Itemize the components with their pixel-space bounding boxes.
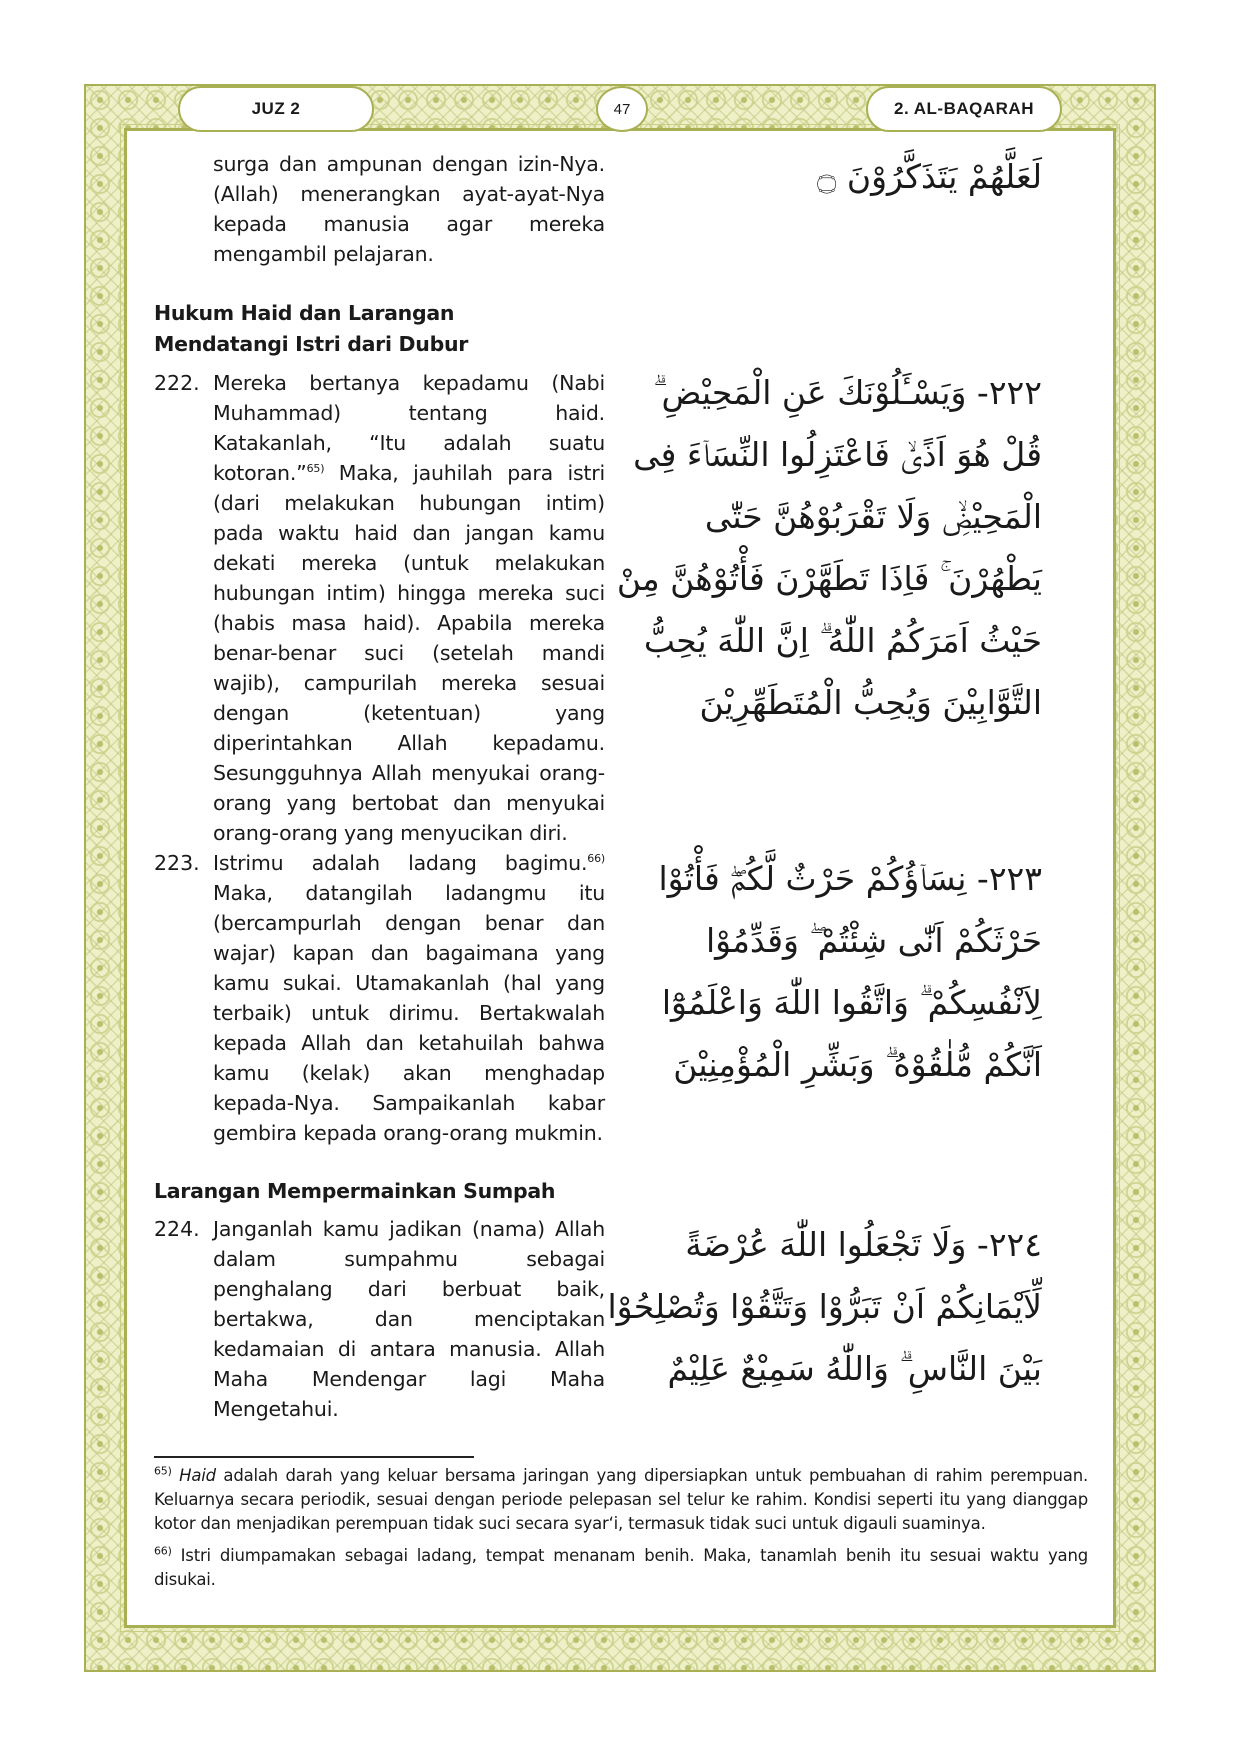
verse-number: 222. — [154, 371, 200, 395]
footnote-ref: 65) — [306, 462, 325, 476]
verse-number: 224. — [154, 1217, 200, 1241]
footnote-divider — [154, 1456, 474, 1458]
footnote-ref: 66) — [587, 852, 605, 866]
arabic-continuation: لَعَلَّهُمْ يَتَذَكَّرُوْنَ ۝ — [817, 157, 1042, 196]
verse-translation: Janganlah kamu jadikan (nama) Allah dalam sumpahmu sebagai penghalang dari berbuat baik, bertakwa, dan menciptakan kedamaian di antara manusia. Allah Maha Mendengar lagi Maha Mengetahui. — [213, 1217, 605, 1421]
page-number: 47 — [596, 86, 648, 132]
arabic-verse: ٢٢٤- وَلَا تَجْعَلُوا اللّٰهَ عُرْضَةً لِّاَيْمَانِكُمْ اَنْ تَبَرُّوْا وَتَتَّقُوْا وَتُصْلِحُوْا بَيْنَ النَّاسِ ۗ وَاللّٰهُ سَمِيْعٌ عَلِيْمٌ — [607, 1225, 1042, 1388]
footnote: $^{65)}$ Haid adalah darah yang keluar bersama jaringan yang dipersiapkan untuk pembuahan di rahim perempuan. Keluarnya secara periodik, sesuai dengan periode pelepasan sel telur ke rahim. Kondisi seperti itu yang dianggap kotor dan menjadikan perempuan tidak suci secara syar‘i, termasuk tidak suci untuk digauli suaminya. — [154, 1464, 1088, 1533]
verse-number: 223. — [154, 851, 200, 875]
section-heading: Hukum Haid dan Larangan Mendatangi Istri dari Dubur — [154, 301, 469, 356]
arabic-verse: ٢٢٣- نِسَاۤؤُكُمْ حَرْثٌ لَّكُمْۖ فَأْتُوْا حَرْثَكُمْ اَنّٰى شِئْتُمْ ۖ وَقَدِّمُوْا لِاَنْفُسِكُمْ ۗ وَاتَّقُوا اللّٰهَ وَاعْلَمُوْٓا اَنَّكُمْ مُّلٰقُوْهُ ۗ وَبَشِّرِ الْمُؤْمِنِيْنَ — [658, 859, 1042, 1084]
juz-label: JUZ 2 — [178, 86, 374, 132]
arabic-verse: ٢٢٢- وَيَسْـَٔلُوْنَكَ عَنِ الْمَحِيْضِ ۗ قُلْ هُوَ اَذًىۙ فَاعْتَزِلُوا النِّسَاۤءَ فِى الْمَحِيْضِۙ وَلَا تَقْرَبُوْهُنَّ حَتّٰى يَطْهُرْنَ ۚ فَاِذَا تَطَهَّرْنَ فَأْتُوْهُنَّ مِنْ حَيْثُ اَمَرَكُمُ اللّٰهُ ۗ اِنَّ اللّٰهَ يُحِبُّ التَّوَّابِيْنَ وَيُحِبُّ الْمُتَطَهِّرِيْنَ — [616, 373, 1042, 722]
translation-continuation: surga dan ampunan dengan izin-Nya. (Allah) menerangkan ayat-ayat-Nya kepada manusia agar mereka mengambil pelajaran. — [213, 152, 605, 266]
verse-translation: Mereka bertanya kepadamu (Nabi Muhammad) tentang haid. Katakanlah, “Itu adalah suatu kotoran.”$^{65)}$ Maka, jauhilah para istri (dari melakukan hubungan intim) pada waktu haid dan jangan kamu dekati mereka (untuk melakukan hubungan intim) hingga mereka suci (habis masa haid). Apabila mereka benar-benar suci (setelah mandi wajib), campurilah mereka sesuai dengan (ketentuan) yang diperintahkan Allah kepadamu. Sesungguhnya Allah menyukai orang-orang yang bertobat dan menyukai orang-orang yang menyucikan diri. — [213, 371, 605, 845]
section-heading: Larangan Mempermainkan Sumpah — [154, 1179, 556, 1203]
verse-translation: Istrimu adalah ladang bagimu.$^{66)}$ Maka, datangilah ladangmu itu (bercampurlah dengan benar dan wajar) kapan dan bagaimana yang kamu sukai. Utamakanlah (hal yang terbaik) untuk dirimu. Bertakwalah kepada Allah dan ketahuilah bahwa kamu (kelak) akan menghadap kepada-Nya. Sampaikanlah kabar gembira kepada orang-orang mukmin. — [213, 851, 605, 1145]
surah-label: 2. AL-BAQARAH — [866, 86, 1062, 132]
footnote: $^{66)}$ Istri diumpamakan sebagai ladang, tempat menanam benih. Maka, tanamlah benih itu sesuai waktu yang disukai. — [154, 1544, 1088, 1589]
